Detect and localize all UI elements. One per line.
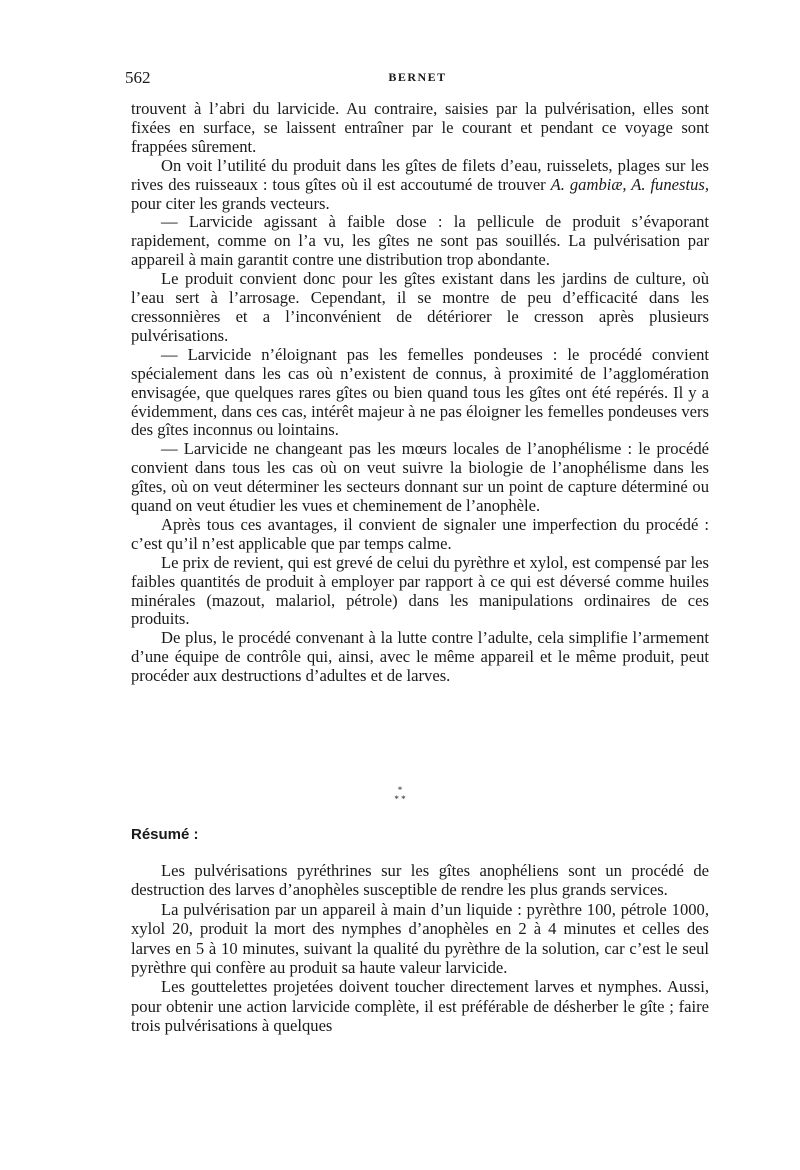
body-text — [131, 100, 709, 686]
species-names: A. gambiæ, A. funestus, — [550, 174, 709, 194]
text-run: pour citer les grands vecteurs. — [131, 193, 330, 213]
paragraph: La pulvérisation par un appareil à main d’un liquide : pyrèthre 100, pétrole 1000, xylol 20, produit la mort des nymphes d’anophèles en 2 à 4 minutes et celles des larves en 5 à 10 minutes, suivant la qualité du pyrèthre de la solution, car c’est le seul pyrèthre qui confère au produit sa haute valeur larvicide. — [131, 899, 709, 978]
section-separator — [0, 786, 800, 804]
paragraph: — Larvicide ne changeant pas les mœurs locales de l’anophélisme : le procédé convient dans tous les cas où on veut suivre la biologie de l’anophélisme dans les gîtes, où on veut déterminer les secteurs donnant sur un point de capture déterminé ou quand on veut étudier les vues et cheminement de l’anophèle. — [131, 439, 709, 516]
page-number: 562 — [125, 68, 151, 87]
separator-star-top: * — [397, 785, 403, 795]
paragraph: — Larvicide agissant à faible dose : la pellicule de produit s’évaporant rapidement, comme on l’a vu, les gîtes ne sont pas souillés. La pulvérisation par appareil à main garantit contre une distribution trop abondante. — [131, 212, 709, 270]
paragraph: Les pulvérisations pyréthrines sur les gîtes anophéliens sont un procédé de destruction des larves d’anophèles susceptible de rendre les plus grands services. — [131, 861, 709, 900]
page-header — [125, 68, 710, 90]
running-head: BERNET — [388, 70, 447, 84]
paragraph: Les gouttelettes projetées doivent toucher directement larves et nymphes. Aussi, pour obtenir une action larvicide complète, il est préférable de désherber le gîte ; faire trois pulvérisations à quelques — [131, 977, 709, 1036]
paragraph: — Larvicide n’éloignant pas les femelles pondeuses : le procédé convient spécialement dans les cas où n’existent de connus, à proximité de l’agglomération envisagée, que quelques rares gîtes ou bien quand tous les gîtes ont été repérés. Il y a évidemment, dans ces cas, intérêt majeur à ne pas éloigner les femelles pondeuses vers des gîtes inconnus ou lointains. — [131, 344, 709, 440]
paragraph: Le produit convient donc pour les gîtes existant dans les jardins de culture, où l’eau sert à l’arrosage. Cependant, il se montre de peu d’efficacité dans les cressonnières et a l’inconvénient de détériorer le cresson après plusieurs pulvérisations. — [131, 269, 709, 345]
summary-text — [131, 861, 709, 1036]
paragraph: Après tous ces avantages, il convient de signaler une imperfection du procédé : c’est qu’il n’est applicable que par temps calme. — [131, 514, 709, 553]
paragraph: trouvent à l’abri du larvicide. Au contraire, saisies par la pulvérisation, elles sont fixées en surface, se laissent entraîner par le courant et pendant ce voyage sont frappées sûrement. — [131, 99, 709, 156]
summary-heading: Résumé : — [131, 826, 199, 843]
paragraph — [131, 157, 709, 214]
paragraph: Le prix de revient, qui est grevé de celui du pyrèthre et xylol, est compensé par les faibles quantités de produit à employer par rapport à ce qui est déversé comme huiles minérales (mazout, malariol, pétrole) dans les manipulations ordinaires de ces produits. — [131, 552, 709, 629]
text-run: On voit l’utilité du produit dans les gîtes de filets d’eau, ruisselets, plages sur les rives des ruisseaux : tous gîtes où il est accoutumé de trouver — [131, 155, 709, 194]
separator-stars-bottom: * * — [394, 794, 406, 804]
paragraph: De plus, le procédé convenant à la lutte contre l’adulte, cela simplifie l’armement d’une équipe de contrôle qui, ainsi, avec le même appareil et le même produit, peut procéder aux destructions d’adultes et de larves. — [131, 628, 709, 686]
